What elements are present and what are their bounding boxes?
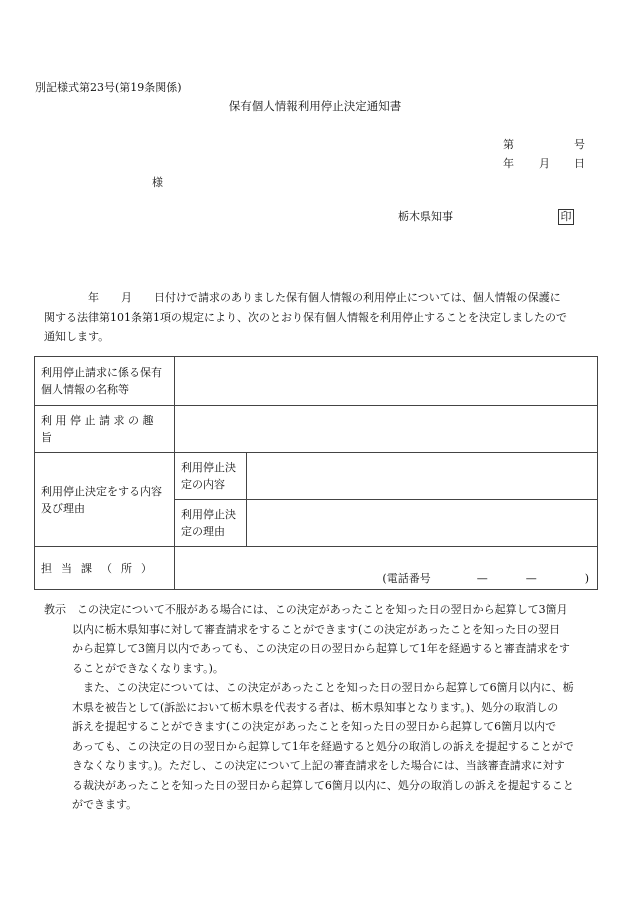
- note-line: る裁決があったことを知った日の翌日から起算して6箇月以内に、処分の取消しの訴えを提起すること: [72, 778, 574, 792]
- row-label-line: 利用停止請求に係る保有: [41, 366, 162, 379]
- phone-close: ): [584, 572, 589, 585]
- body-line: 年 月 日付けで請求のありました保有個人情報の利用停止については、個人情報の保護に: [44, 291, 561, 304]
- note-line: ができます。: [72, 798, 138, 811]
- date-month: 月: [539, 157, 550, 170]
- row-label-line: 及び理由: [41, 501, 85, 515]
- note-line: あっても、この決定の日の翌日から起算して1年を経過すると処分の取消しの訴えを提起することがで: [72, 739, 574, 753]
- issue-date: [503, 157, 585, 170]
- row-label-department: 担当課（所）: [35, 547, 175, 590]
- table-row: [35, 547, 598, 590]
- note-line: きなくなります。)。ただし、この決定について上記の審査請求をした場合には、当該審査請求に対す: [72, 759, 565, 772]
- sub-label-decision-content: [175, 453, 247, 500]
- issuer-name: 栃木県知事: [398, 210, 453, 223]
- row-label-request-purpose: 利用停止請求の趣旨: [35, 406, 175, 453]
- document-title: 保有個人情報利用停止決定通知書: [228, 99, 402, 113]
- note-line: から起算して3箇月以内であっても、この決定の日の翌日から起算して1年を経過すると審査請求をす: [72, 642, 570, 655]
- form-number-label: 別記様式第23号(第19条関係): [35, 81, 182, 94]
- body-line: 通知します。: [44, 330, 110, 343]
- row-label-decision: [35, 453, 175, 547]
- sub-label-line: 定の内容: [181, 478, 225, 491]
- table-row: [35, 406, 598, 453]
- body-paragraph: [44, 288, 599, 347]
- instruction-notes: [44, 600, 574, 815]
- sub-label-line: 利用停止決: [181, 508, 236, 521]
- table-row: [35, 453, 598, 500]
- date-year: 年: [503, 157, 514, 170]
- phone-dash: —: [476, 572, 488, 585]
- phone-dash: —: [525, 572, 537, 585]
- recipient-suffix: 様: [152, 176, 163, 189]
- document-number: [503, 138, 585, 151]
- row-label-info-name: [35, 357, 175, 406]
- number-prefix: 第: [503, 138, 514, 151]
- note-line: 以内に栃木県知事に対して審査請求をすることができます(この決定があったことを知った日の翌日: [72, 622, 561, 636]
- decision-table: [34, 356, 598, 590]
- date-day: 日: [574, 157, 585, 170]
- department-field[interactable]: [175, 547, 598, 590]
- number-suffix: 号: [574, 138, 585, 151]
- body-line: 関する法律第101条第1項の規定により、次のとおり保有個人情報を利用停止することを決定しましたので: [44, 310, 567, 324]
- decision-reason-field[interactable]: [247, 500, 598, 547]
- phone-number: [382, 570, 589, 587]
- sub-label-decision-reason: [175, 500, 247, 547]
- note-line: ることができなくなります。)。: [72, 661, 224, 675]
- note-line: また、この決定については、この決定があったことを知った日の翌日から起算して6箇月以内に、栃: [72, 681, 574, 694]
- request-purpose-field[interactable]: [175, 406, 598, 453]
- table-row: [35, 357, 598, 406]
- decision-content-field[interactable]: [247, 453, 598, 500]
- note-line: 訴えを提起することができます(この決定があったことを知った日の翌日から起算して6箇月以内で: [72, 720, 557, 733]
- phone-label: (電話番号: [382, 572, 431, 585]
- seal-stamp: 印: [558, 209, 574, 225]
- row-label-line: 利用停止決定をする内容: [41, 484, 162, 498]
- row-label-line: 個人情報の名称等: [41, 383, 129, 396]
- note-line: 木県を被告として(訴訟において栃木県を代表する者は、栃木県知事となります。)、処分の取消しの: [72, 700, 559, 714]
- note-line: 教示 この決定について不服がある場合には、この決定があったことを知った日の翌日から起算して3箇月: [44, 603, 568, 616]
- sub-label-line: 定の理由: [181, 525, 225, 538]
- sub-label-line: 利用停止決: [181, 461, 236, 474]
- info-name-field[interactable]: [175, 357, 598, 406]
